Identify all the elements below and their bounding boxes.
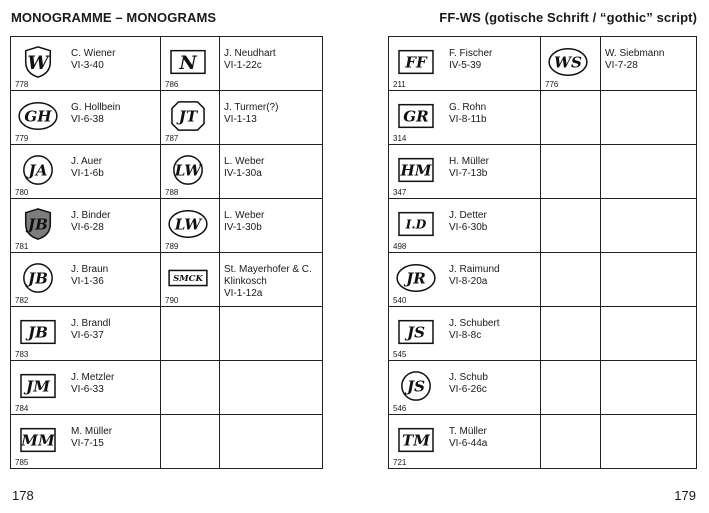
monogram-letters: TM xyxy=(402,431,430,450)
empty-cell xyxy=(601,253,697,307)
maker-info xyxy=(224,48,276,72)
monogram-letters: GH xyxy=(24,107,52,126)
maker-name: G. Rohn xyxy=(449,102,487,113)
monogram-mark-icon xyxy=(17,261,59,295)
monogram-entry xyxy=(389,145,541,199)
monogram-mark-icon xyxy=(395,369,437,403)
table-row xyxy=(11,415,323,469)
monogram-letters: JB xyxy=(28,323,48,342)
maker-info xyxy=(71,156,104,180)
empty-cell xyxy=(601,199,697,253)
monogram-mark-icon xyxy=(395,315,437,349)
registry-code: VI-6-44a xyxy=(449,438,488,449)
monogram-entry xyxy=(11,145,161,199)
monogram-entry xyxy=(389,307,541,361)
monogram-mark-icon xyxy=(395,207,437,241)
empty-cell xyxy=(541,361,601,415)
table-row xyxy=(389,145,697,199)
page-title-right: FF-WS (gotische Schrift / “gothic” script) xyxy=(439,10,697,25)
monogram-letters: JB xyxy=(28,215,48,234)
monogram-letters: LW xyxy=(174,215,202,234)
maker-name: G. Hollbein xyxy=(71,102,121,113)
monogram-mark-icon xyxy=(17,99,59,133)
mark-number: 778 xyxy=(15,80,29,89)
table-row xyxy=(389,307,697,361)
monogram-letters: SMCK xyxy=(173,274,203,285)
monogram-mark-icon xyxy=(547,45,589,79)
monogram-mark-icon xyxy=(17,153,59,187)
table-row xyxy=(11,145,323,199)
maker-info xyxy=(449,426,487,450)
empty-cell xyxy=(541,307,601,361)
monogram-letters: FF xyxy=(405,53,427,72)
maker-info xyxy=(605,48,664,72)
empty-cell xyxy=(161,361,220,415)
registry-code: VI-8-8c xyxy=(449,330,482,341)
monogram-letters: LW xyxy=(174,161,202,180)
mark-number: 788 xyxy=(165,188,179,197)
registry-code: VI-6-33 xyxy=(71,384,104,395)
maker-name: J. Raimund xyxy=(449,264,500,275)
monogram-entry xyxy=(11,307,161,361)
maker-info xyxy=(71,318,110,342)
registry-code: VI-6-38 xyxy=(71,114,104,125)
page-number-left: 178 xyxy=(12,488,34,503)
maker-info-cell xyxy=(220,145,323,199)
maker-name: T. Müller xyxy=(449,426,487,437)
registry-code: VI-3-40 xyxy=(71,60,104,71)
registry-code: VI-1-6b xyxy=(71,168,104,179)
maker-info xyxy=(449,372,488,396)
page-number-right: 179 xyxy=(674,488,696,503)
monogram-mark-icon xyxy=(395,423,437,457)
table-row xyxy=(389,361,697,415)
monogram-entry xyxy=(389,91,541,145)
monogram-mark-icon xyxy=(395,261,437,295)
mark-number: 779 xyxy=(15,134,29,143)
maker-name: J. Auer xyxy=(71,156,103,167)
empty-cell xyxy=(601,91,697,145)
registry-code: IV-5-39 xyxy=(449,60,482,71)
table-row xyxy=(11,91,323,145)
registry-code: VI-7-13b xyxy=(449,168,488,179)
maker-info xyxy=(449,264,500,288)
monogram-letters: W xyxy=(27,51,49,74)
registry-code: VI-8-11b xyxy=(449,114,487,125)
empty-cell xyxy=(220,415,323,469)
maker-name: L. Weber xyxy=(224,156,265,167)
registry-code: VI-6-30b xyxy=(449,222,488,233)
monogram-mark-icon xyxy=(17,369,59,403)
maker-info xyxy=(449,318,500,342)
mark-number: 785 xyxy=(15,458,29,467)
registry-code: VI-8-20a xyxy=(449,276,488,287)
maker-name: J. Brandl xyxy=(71,318,111,329)
registry-code: VI-6-26c xyxy=(449,384,487,395)
monogram-entry xyxy=(389,253,541,307)
monogram-letters: WS xyxy=(554,53,582,72)
mark-number: 789 xyxy=(165,242,179,251)
monogram-mark-icon xyxy=(167,99,209,133)
empty-cell xyxy=(541,91,601,145)
monogram-entry xyxy=(11,415,161,469)
mark-number: 776 xyxy=(545,80,559,89)
maker-info-cell xyxy=(601,37,697,91)
table-row xyxy=(389,415,697,469)
table-row xyxy=(389,199,697,253)
mark-number: 540 xyxy=(393,296,407,305)
maker-info xyxy=(71,372,114,396)
monogram-entry xyxy=(11,37,161,91)
registry-code: VI-1-22c xyxy=(224,60,262,71)
empty-cell xyxy=(541,199,601,253)
monogram-entry xyxy=(389,415,541,469)
maker-info xyxy=(224,156,264,180)
maker-name: J. Neudhart xyxy=(224,48,276,59)
empty-cell xyxy=(601,145,697,199)
table-row xyxy=(11,37,323,91)
monogram-mark-icon xyxy=(167,45,209,79)
monogram-mark-icon xyxy=(395,99,437,133)
monogram-mark-cell xyxy=(161,199,220,253)
empty-cell xyxy=(601,307,697,361)
monogram-letters: GR xyxy=(403,107,429,126)
empty-cell xyxy=(541,253,601,307)
maker-name: J. Metzler xyxy=(71,372,115,383)
mark-number: 546 xyxy=(393,404,407,413)
mark-number: 781 xyxy=(15,242,29,251)
maker-name: St. Mayerhofer & C. Klinkosch xyxy=(224,264,312,287)
maker-name: J. Detter xyxy=(449,210,487,221)
maker-info xyxy=(224,264,322,300)
maker-name: J. Turmer(?) xyxy=(224,102,279,113)
registry-code: VI-6-28 xyxy=(71,222,104,233)
maker-name: M. Müller xyxy=(71,426,113,437)
monogram-entry xyxy=(11,361,161,415)
monogram-mark-icon xyxy=(17,45,59,79)
monogram-mark-icon xyxy=(17,315,59,349)
table-row xyxy=(389,253,697,307)
table-row xyxy=(389,37,697,91)
monogram-mark-icon xyxy=(17,207,59,241)
maker-info-cell xyxy=(220,37,323,91)
monogram-entry xyxy=(389,37,541,91)
monogram-letters: JS xyxy=(406,377,426,396)
maker-info xyxy=(449,48,492,72)
maker-name: J. Schub xyxy=(449,372,488,383)
monogram-mark-cell xyxy=(161,91,220,145)
maker-name: J. Braun xyxy=(71,264,109,275)
maker-name: W. Siebmann xyxy=(605,48,665,59)
monogram-letters: JS xyxy=(406,323,426,342)
mark-number: 314 xyxy=(393,134,407,143)
registry-code: VI-1-36 xyxy=(71,276,104,287)
monogram-letters: I.D xyxy=(405,216,427,232)
table-row xyxy=(11,199,323,253)
empty-cell xyxy=(220,307,323,361)
empty-cell xyxy=(220,361,323,415)
maker-info xyxy=(71,102,120,126)
monogram-mark-icon xyxy=(17,423,59,457)
monogram-mark-icon xyxy=(167,207,209,241)
maker-info-cell xyxy=(220,253,323,307)
maker-name: J. Binder xyxy=(71,210,111,221)
registry-code: IV-1-30a xyxy=(224,168,262,179)
mark-number: 721 xyxy=(393,458,407,467)
mark-number: 780 xyxy=(15,188,29,197)
registry-code: VI-6-37 xyxy=(71,330,104,341)
monogram-mark-cell xyxy=(161,145,220,199)
monogram-entry xyxy=(11,91,161,145)
maker-info xyxy=(449,210,487,234)
maker-name: H. Müller xyxy=(449,156,490,167)
mark-number: 211 xyxy=(393,80,406,89)
registry-code: VI-7-28 xyxy=(605,60,638,71)
maker-info xyxy=(224,102,278,126)
empty-cell xyxy=(541,145,601,199)
monogram-mark-cell xyxy=(541,37,601,91)
table-row xyxy=(11,361,323,415)
empty-cell xyxy=(601,361,697,415)
monogram-letters: JA xyxy=(28,161,48,180)
empty-cell xyxy=(541,415,601,469)
monogram-mark-cell xyxy=(161,253,220,307)
registry-code: VI-7-15 xyxy=(71,438,104,449)
monogram-letters: JR xyxy=(406,269,426,288)
mark-number: 545 xyxy=(393,350,407,359)
monogram-mark-cell xyxy=(161,37,220,91)
maker-info-cell xyxy=(220,199,323,253)
page-title-left: MONOGRAMME – MONOGRAMS xyxy=(11,10,217,25)
mark-number: 782 xyxy=(15,296,29,305)
mark-number: 347 xyxy=(393,188,407,197)
table-row xyxy=(389,91,697,145)
maker-info xyxy=(71,264,108,288)
maker-info xyxy=(71,426,112,450)
monogram-mark-icon xyxy=(167,261,209,295)
monogram-table-left xyxy=(10,36,323,469)
monogram-entry xyxy=(389,361,541,415)
table-row xyxy=(11,253,323,307)
maker-info xyxy=(71,210,110,234)
monogram-mark-icon xyxy=(395,45,437,79)
monogram-mark-icon xyxy=(167,153,209,187)
maker-name: C. Wiener xyxy=(71,48,116,59)
maker-info xyxy=(449,102,487,126)
monogram-letters: MM xyxy=(21,431,55,450)
mark-number: 790 xyxy=(165,296,179,305)
maker-name: J. Schubert xyxy=(449,318,500,329)
maker-info xyxy=(71,48,115,72)
monogram-entry xyxy=(389,199,541,253)
monogram-table-right xyxy=(388,36,697,469)
monogram-letters: JT xyxy=(178,107,198,126)
mark-number: 787 xyxy=(165,134,179,143)
monogram-entry xyxy=(11,253,161,307)
mark-number: 786 xyxy=(165,80,179,89)
monogram-mark-icon xyxy=(395,153,437,187)
monogram-letters: JM xyxy=(26,377,50,396)
maker-name: F. Fischer xyxy=(449,48,493,59)
monogram-letters: HM xyxy=(400,161,432,180)
mark-number: 783 xyxy=(15,350,29,359)
mark-number: 498 xyxy=(393,242,407,251)
empty-cell xyxy=(161,307,220,361)
maker-info xyxy=(224,210,264,234)
registry-code: VI-1-12a xyxy=(224,288,263,299)
monogram-letters: JB xyxy=(28,269,48,288)
registry-code: IV-1-30b xyxy=(224,222,262,233)
maker-info xyxy=(449,156,489,180)
mark-number: 784 xyxy=(15,404,29,413)
table-row xyxy=(11,307,323,361)
empty-cell xyxy=(601,415,697,469)
empty-cell xyxy=(161,415,220,469)
monogram-letters: N xyxy=(179,51,197,74)
registry-code: VI-1-13 xyxy=(224,114,257,125)
maker-name: L. Weber xyxy=(224,210,265,221)
maker-info-cell xyxy=(220,91,323,145)
monogram-entry xyxy=(11,199,161,253)
